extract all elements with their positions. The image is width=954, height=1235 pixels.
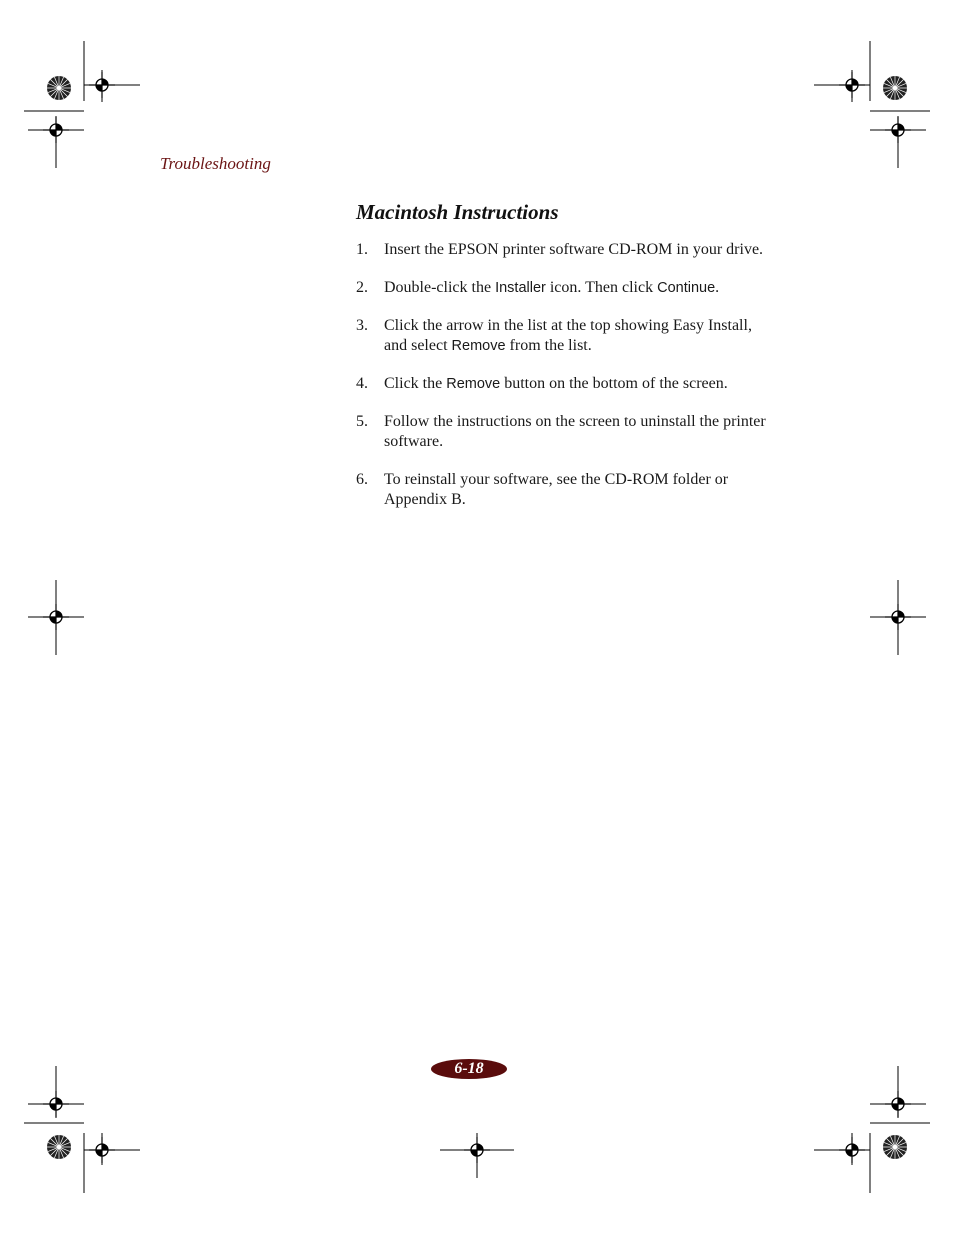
step-6 bbox=[356, 470, 776, 510]
step-text: Insert the EPSON printer software CD-ROM in your drive. bbox=[384, 241, 764, 258]
step-number: 3. bbox=[356, 317, 368, 334]
step-number: 4. bbox=[356, 375, 368, 392]
step-text: Double-click the Installer icon. Then click Continue. bbox=[384, 279, 720, 296]
step-text: Click the Remove button on the bottom of the screen. bbox=[384, 375, 728, 392]
step-number: 5. bbox=[356, 413, 368, 430]
remove-ui-term: Remove bbox=[451, 338, 506, 354]
step-5 bbox=[356, 412, 776, 452]
step-4 bbox=[356, 374, 776, 394]
remove-ui-term: Remove bbox=[446, 376, 501, 392]
installer-ui-term: Installer bbox=[495, 280, 546, 296]
page-number: 6-18 bbox=[431, 1059, 507, 1079]
running-head: Troubleshooting bbox=[160, 154, 271, 173]
step-1 bbox=[356, 240, 776, 260]
section-title: Macintosh Instructions bbox=[356, 200, 559, 224]
step-number: 1. bbox=[356, 241, 368, 258]
step-text: Follow the instructions on the screen to uninstall the printer software. bbox=[384, 413, 766, 450]
step-text: To reinstall your software, see the CD-ROM folder or Appendix B. bbox=[384, 471, 729, 508]
step-text: Click the arrow in the list at the top showing Easy Install, and select Remove from the list. bbox=[384, 317, 752, 354]
step-3 bbox=[356, 316, 776, 356]
step-number: 6. bbox=[356, 471, 368, 488]
step-2 bbox=[356, 278, 776, 298]
continue-ui-term: Continue bbox=[657, 280, 716, 296]
instruction-list bbox=[356, 240, 776, 528]
step-number: 2. bbox=[356, 279, 368, 296]
